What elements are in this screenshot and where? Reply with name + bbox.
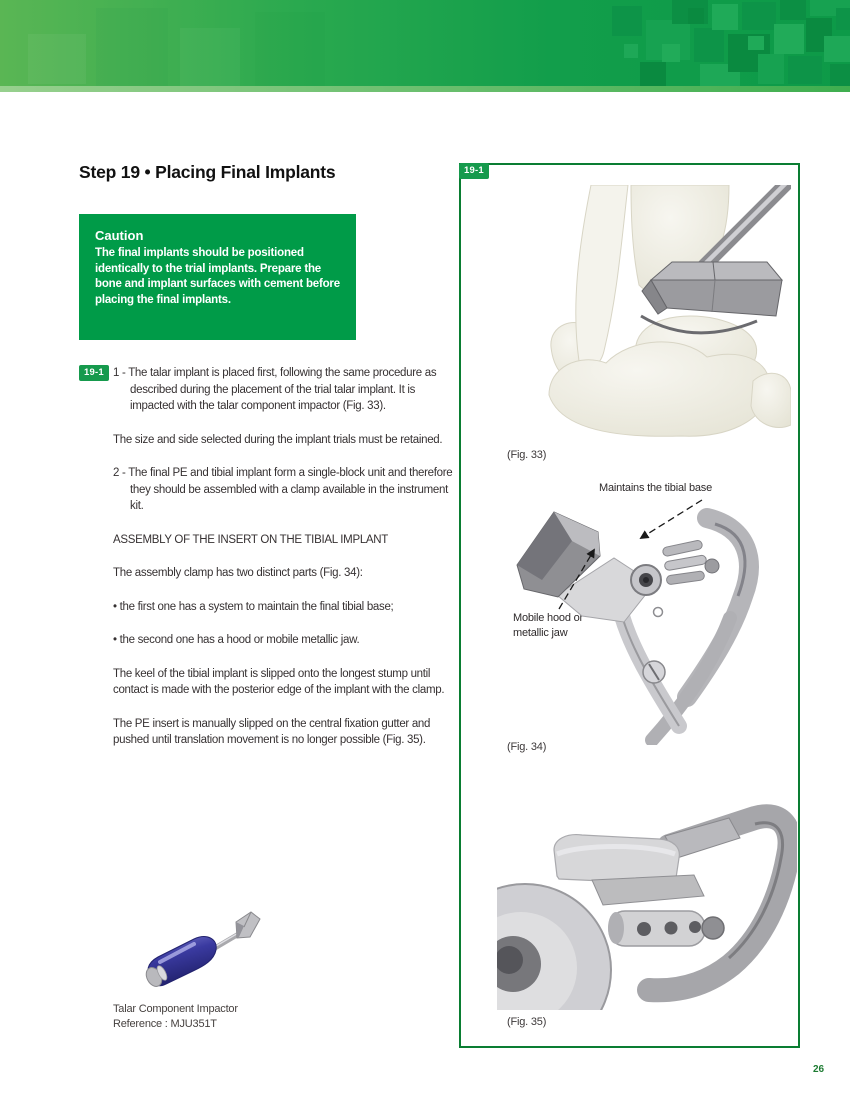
body-text-column bbox=[113, 365, 455, 766]
paragraph-assembly-heading: ASSEMBLY OF THE INSERT ON THE TIBIAL IMPLANT bbox=[113, 533, 389, 546]
caution-heading: Caution bbox=[95, 228, 144, 243]
step-tag-19-1: 19-1 bbox=[79, 365, 109, 381]
tool-reference: Reference : MJU351T bbox=[113, 1018, 217, 1030]
paragraph-pe-tibial: 2 - The final PE and tibial implant form a single-block unit and therefore they should be assembled with a clamp available in the instrument kit. bbox=[113, 467, 453, 512]
fig34-label-maintains-tibial-base: Maintains the tibial base bbox=[599, 482, 713, 494]
fig34-annotation-arrows bbox=[501, 480, 793, 620]
caution-box bbox=[79, 214, 356, 340]
fig34-label-mobile-hood: Mobile hood or metallic jaw bbox=[513, 612, 583, 639]
fig34-caption: (Fig. 34) bbox=[507, 741, 547, 753]
fig35-illustration bbox=[497, 778, 797, 1010]
tool-name: Talar Component Impactor bbox=[113, 1003, 238, 1015]
paragraph-talar-implant: 1 - The talar implant is placed first, following the same procedure as described during the placement of the trial talar implant. It is impacted with the talar component impactor (Fig. 33). bbox=[113, 367, 437, 412]
fig35-caption: (Fig. 35) bbox=[507, 1016, 547, 1028]
paragraph-bullet-second: • the second one has a hood or mobile metallic jaw. bbox=[113, 634, 360, 646]
paragraph-pe-insert: The PE insert is manually slipped on the central fixation gutter and pushed until translation movement is no longer possible (Fig. 35). bbox=[113, 717, 431, 746]
caution-body-text: The final implants should be positioned identically to the trial implants. Prepare the bone and implant surfaces with cement before placing the final implants. bbox=[95, 247, 340, 306]
page-number: 26 bbox=[813, 1064, 825, 1075]
tool-caption bbox=[113, 1002, 238, 1032]
fig33-illustration bbox=[491, 185, 791, 447]
paragraph-clamp-parts: The assembly clamp has two distinct parts (Fig. 34): bbox=[113, 567, 363, 579]
paragraph-keel: The keel of the tibial implant is slipped onto the longest stump until contact is made with the posterior edge of the implant with the clamp. bbox=[113, 667, 445, 696]
panel-tag-19-1: 19-1 bbox=[459, 163, 489, 179]
paragraph-bullet-first: • the first one has a system to maintain the final tibial base; bbox=[113, 600, 394, 613]
figure-panel bbox=[459, 163, 800, 1048]
fig33-caption: (Fig. 33) bbox=[507, 449, 547, 461]
paragraph-size-side: The size and side selected during the implant trials must be retained. bbox=[113, 433, 443, 446]
page-title: Step 19 • Placing Final Implants bbox=[79, 162, 336, 182]
talar-impactor-image bbox=[138, 910, 268, 998]
header-banner bbox=[0, 0, 850, 92]
banner-mosaic-graphic bbox=[0, 0, 850, 92]
